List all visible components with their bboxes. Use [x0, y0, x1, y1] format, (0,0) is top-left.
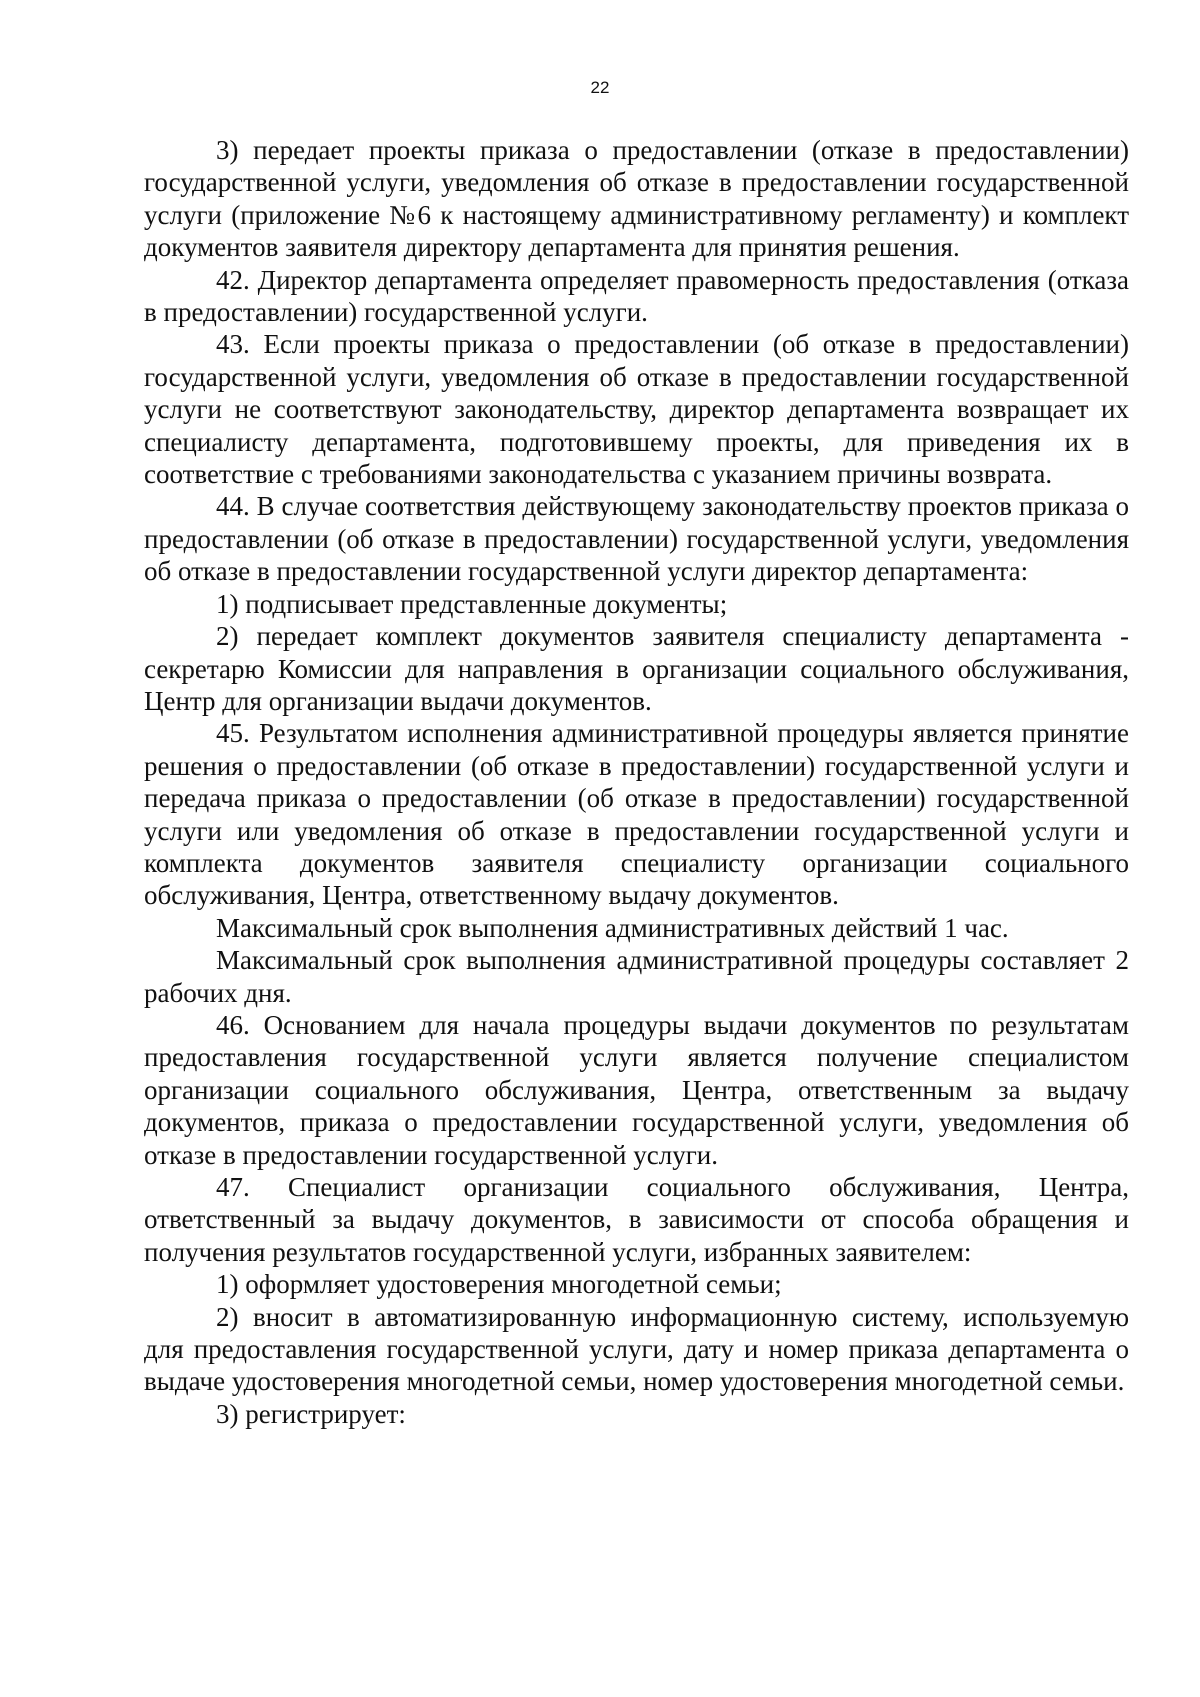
paragraph-max-time-procedure: Максимальный срок выполнения административной процедуры составляет 2 рабочих дня.: [144, 945, 1129, 1008]
paragraph-47-item-3: 3) регистрирует:: [216, 1398, 406, 1429]
paragraph-47-item-1: 1) оформляет удостоверения многодетной семьи;: [216, 1269, 782, 1300]
document-body: [144, 134, 1129, 1430]
paragraph-47: 47. Специалист организации социального обслуживания, Центра, ответственный за выдачу документов, в зависимости от способа обращения и получения результатов государственной услуги, избранных заявителем:: [144, 1172, 1129, 1267]
paragraph-max-time-actions: Максимальный срок выполнения административных действий 1 час.: [216, 912, 1009, 943]
paragraph-44-item-1: 1) подписывает представленные документы;: [216, 588, 728, 619]
paragraph-46: 46. Основанием для начала процедуры выдачи документов по результатам предоставления государственной услуги является получение специалистом организации социального обслуживания, Центра, ответственным за выдачу документов, приказа о предоставлении государственной услуги, уведомления об отказе в предоставлении государственной услуги.: [144, 1009, 1129, 1170]
paragraph-44: 44. В случае соответствия действующему законодательству проектов приказа о предоставлении (об отказе в предоставлении) государственной услуги, уведомления об отказе в предоставлении государственной услуги директор департамента:: [144, 491, 1129, 587]
paragraph-43: 43. Если проекты приказа о предоставлении (об отказе в предоставлении) государственной услуги, уведомления об отказе в предоставлении государственной услуги не соответствуют законодательству, директор департамента возвращает их специалисту департамента, подготовившему проекты, для приведения их в соответствие с требованиями законодательства с указанием причины возврата.: [144, 329, 1129, 490]
paragraph-45: 45. Результатом исполнения административной процедуры является принятие решения о предоставлении (об отказе в предоставлении) государственной услуги и передача приказа о предоставлении (об отказе в предоставлении) государственной услуги или уведомления об отказе в предоставлении государственной услуги и комплекта документов заявителя специалисту организации социального обслуживания, Центра, ответственному выдачу документов.: [144, 718, 1129, 911]
paragraph-42: 42. Директор департамента определяет правомерность предоставления (отказа в предоставлении) государственной услуги.: [144, 264, 1129, 328]
page-number: 22: [590, 78, 610, 97]
paragraph-44-item-2: 2) передает комплект документов заявителя специалисту департамента - секретарю Комиссии для направления в организации социального обслуживания, Центр для организации выдачи документов.: [144, 621, 1129, 716]
paragraph-item-3: 3) передает проекты приказа о предоставлении (отказе в предоставлении) государственной услуги, уведомления об отказе в предоставлении государственной услуги (приложение №6 к настоящему административному регламенту) и комплект документов заявителя директору департамента для принятия решения.: [144, 135, 1129, 263]
paragraph-47-item-2: 2) вносит в автоматизированную информационную систему, используемую для предоставления государственной услуги, дату и номер приказа департамента о выдаче удостоверения многодетной семьи, номер удостоверения многодетной семьи.: [144, 1301, 1129, 1397]
